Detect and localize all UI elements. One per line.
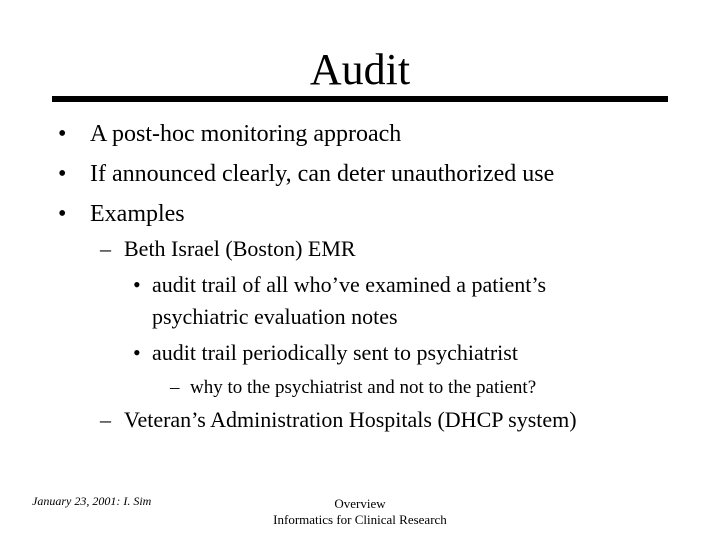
sub-bullet-beth-israel: Beth Israel (Boston) EMR	[124, 236, 356, 261]
dash-marker: –	[170, 377, 180, 398]
bullet-marker: •	[133, 272, 141, 297]
sub-bullet-veterans: Veteran’s Administration Hospitals (DHCP system)	[124, 407, 577, 432]
bullet-examples: Examples	[90, 201, 185, 227]
footer-date-author: January 23, 2001: I. Sim	[32, 494, 152, 508]
title-divider	[52, 96, 668, 102]
bullet-deter: If announced clearly, can deter unauthorized use	[90, 161, 555, 187]
footer-center	[0, 496, 720, 528]
bullet-marker: •	[58, 201, 67, 227]
footer-course: Informatics for Clinical Research	[273, 512, 447, 527]
bullet-marker: •	[58, 121, 67, 147]
slide-title: Audit	[309, 45, 411, 94]
dash-marker: –	[100, 236, 111, 261]
bullet-marker: •	[58, 161, 67, 187]
footer-section: Overview	[334, 496, 386, 511]
sub-bullet-audit-trail-psychiatrist: audit trail periodically sent to psychiatrist	[152, 340, 518, 365]
bullet-post-hoc: A post-hoc monitoring approach	[90, 121, 402, 147]
sub-bullet-audit-trail-line1: audit trail of all who’ve examined a patient’s	[152, 272, 547, 297]
bullet-marker: •	[133, 340, 141, 365]
dash-marker: –	[100, 407, 111, 432]
sub-bullet-why-question: why to the psychiatrist and not to the patient?	[190, 377, 537, 398]
sub-bullet-audit-trail-line2: psychiatric evaluation notes	[152, 304, 398, 329]
